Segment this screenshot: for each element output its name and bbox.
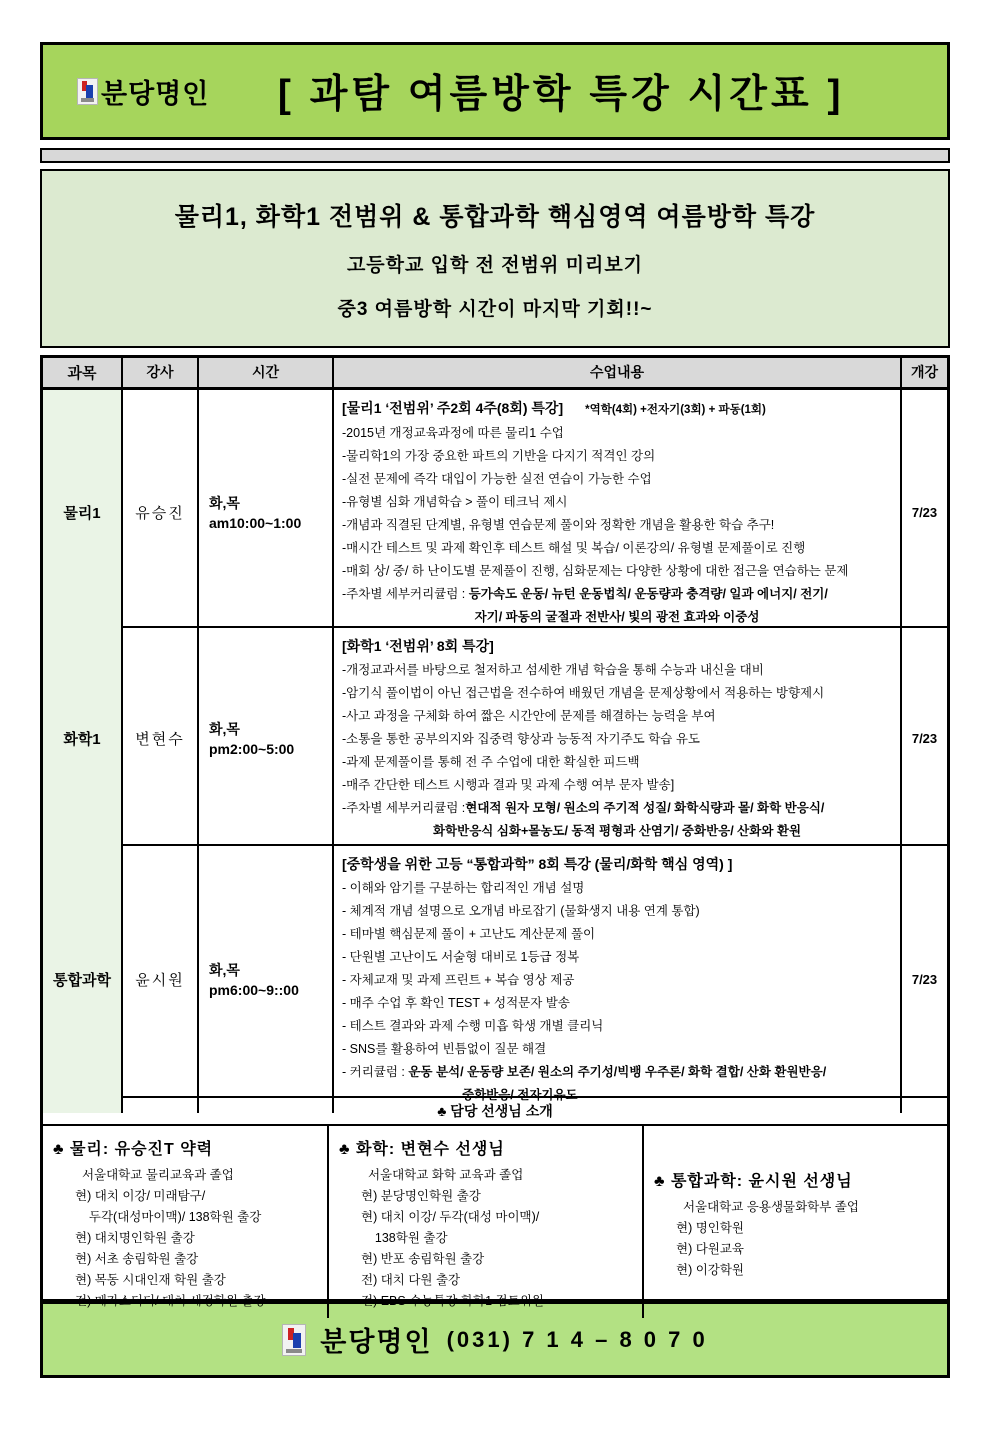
lesson-title: [중학생을 위한 고등 “통합과학” 8회 특강 (물리/화학 핵심 영역) ] xyxy=(342,856,733,872)
time-cell xyxy=(199,628,334,849)
content-line: 138학원 출강 xyxy=(361,1231,448,1245)
time-cell xyxy=(199,390,334,635)
flyer-sheet xyxy=(40,42,950,1378)
content-line: 현) 이강학원 xyxy=(676,1262,745,1277)
content-line: 현) 다원교육 xyxy=(676,1241,745,1256)
content-line: 전) EBS 수능특강 화학1 검토위원 xyxy=(361,1294,544,1308)
brand-name: 분당명인 xyxy=(101,78,210,109)
content-line: - 테스트 결과와 과제 수행 미흡 학생 개별 클리닉 xyxy=(342,1019,604,1033)
intro-headline: 물리1, 화학1 전범위 & 통합과학 핵심영역 여름방학 특강 xyxy=(174,202,816,231)
content-line: 서울대학교 화학 교육과 졸업 xyxy=(361,1168,524,1182)
content-line: -물리학1의 가장 중요한 파트의 기반을 다지기 적격인 강의 xyxy=(342,449,656,463)
content-line: - 테마별 핵심문제 풀이 + 고난도 계산문제 풀이 xyxy=(342,927,596,941)
curriculum-line-2: 화학반응식 심화+몰농도/ 동적 평형과 산염기/ 중화반응/ 산화와 환원 xyxy=(432,824,802,838)
col-header-teacher: 강사 xyxy=(123,358,199,387)
teacher-heading: ♣ 물리: 유승진T 약력 xyxy=(53,1141,214,1158)
footer-phone-number: (031) 7 1 4 – 8 0 7 0 xyxy=(446,1326,708,1352)
col-header-start: 개강 xyxy=(910,364,939,380)
table-row-physics xyxy=(43,390,947,628)
time-hours: am10:00~1:00 xyxy=(209,514,302,531)
content-line: 서울대학교 물리교육과 졸업 xyxy=(75,1168,234,1182)
teacher-heading: ♣ 화학: 변현수 선생님 xyxy=(339,1141,505,1158)
lesson-content-cell xyxy=(334,628,902,849)
content-line: - SNS를 활용하여 빈틈없이 질문 해결 xyxy=(342,1042,547,1056)
teachers-section-heading: ♣ 담당 선생님 소개 xyxy=(40,1098,950,1126)
lesson-title: [화학1 ‘전범위’ 8회 특강] xyxy=(342,638,494,654)
content-line: 현) 명인학원 xyxy=(676,1220,745,1235)
intro-subline-2: 중3 여름방학 시간이 마지막 기회!!~ xyxy=(337,298,653,320)
subject-cell: 물리1 xyxy=(43,390,123,635)
curriculum-label: -주차별 세부커리큘럼 : xyxy=(342,587,469,601)
lesson-title-line xyxy=(342,852,892,877)
content-line: 두각(대성마이맥)/ 138학원 출강 xyxy=(75,1210,262,1224)
schedule-table xyxy=(40,355,950,1102)
content-line: -소통을 통한 공부의지와 집중력 향상과 능동적 자기주도 학습 유도 xyxy=(342,732,700,746)
curriculum-line xyxy=(342,583,892,606)
lesson-title-line xyxy=(342,634,892,659)
lesson-title: [물리1 ‘전범위’ 주2회 4주(8회) 특강] xyxy=(342,400,564,416)
curriculum-line xyxy=(342,797,892,820)
teacher-intro-physics xyxy=(43,1126,329,1318)
curriculum-topics: 운동 분석/ 운동량 보존/ 원소의 주기성/빅뱅 우주론/ 화학 결합/ 산화 환원반응/ xyxy=(408,1065,827,1079)
curriculum-line-2: 중화반응/ 전자기유도 xyxy=(462,1088,578,1102)
curriculum-line-2: 자기/ 파동의 굴절과 전반사/ 빛의 광전 효과와 이중성 xyxy=(474,610,760,624)
teacher-cell: 윤시원 xyxy=(123,846,199,1113)
footer-brand-name: 분당명인 xyxy=(320,1327,433,1357)
time-hours: pm2:00~5:00 xyxy=(209,740,295,757)
teacher-cell: 유승진 xyxy=(123,390,199,635)
content-line: 전) 메가스터디/ 대치 세정학원 출강 xyxy=(75,1294,266,1308)
content-line: -실전 문제에 즉각 대입이 가능한 실전 연습이 가능한 수업 xyxy=(342,472,652,486)
teacher-heading: ♣ 통합과학: 윤시원 선생님 xyxy=(654,1172,853,1190)
content-line: - 매주 수업 후 확인 TEST + 성적문자 발송 xyxy=(342,996,570,1010)
col-header-time: 시간 xyxy=(199,358,334,387)
teachers-grid xyxy=(40,1126,950,1308)
start-date-cell: 7/23 xyxy=(911,731,938,746)
content-line: -매회 상/ 중/ 하 난이도별 문제풀이 진행, 심화문제는 다양한 상황에 대한 접근을 연습하는 문제 xyxy=(342,564,849,578)
content-line: -2015년 개정교육과정에 따른 물리1 수업 xyxy=(342,426,564,440)
content-line: -유형별 심화 개념학습 > 풀이 테크닉 제시 xyxy=(342,495,568,509)
teacher-career-lines xyxy=(53,1165,321,1312)
col-header-content: 수업내용 xyxy=(334,358,902,387)
academy-logo-icon xyxy=(77,78,98,105)
curriculum-label: - 커리큘럼 : xyxy=(342,1065,409,1079)
brand xyxy=(77,72,209,111)
teacher-intro-integrated-science xyxy=(644,1126,947,1318)
lesson-content-cell xyxy=(334,390,902,635)
teacher-career-lines xyxy=(339,1165,636,1312)
teacher-cell: 변현수 xyxy=(123,628,199,849)
curriculum-topics: 등가속도 운동/ 뉴턴 운동법칙/ 운동량과 충격량/ 일과 에너지/ 전기/ xyxy=(468,587,828,601)
start-date-cell: 7/23 xyxy=(911,972,938,987)
divider-strip xyxy=(40,148,950,163)
lesson-title-note: *역학(4회) +전자기(3회) + 파동(1회) xyxy=(585,404,766,416)
content-line: 현) 대치명인학원 출강 xyxy=(75,1231,195,1245)
start-date-cell: 7/23 xyxy=(911,505,938,520)
lesson-lines xyxy=(342,659,892,797)
table-row-integrated-science xyxy=(43,846,947,1102)
time-cell xyxy=(199,846,334,1113)
content-line: -과제 문제풀이를 통해 전 주 수업에 대한 확실한 피드백 xyxy=(342,755,640,769)
curriculum-line xyxy=(342,1061,892,1084)
content-line: -개정교과서를 바탕으로 철저하고 섬세한 개념 학습을 통해 수능과 내신을 대비 xyxy=(342,663,764,677)
lesson-lines xyxy=(342,422,892,583)
content-line: 전) 대치 다원 출강 xyxy=(361,1273,461,1287)
subject-cell: 통합과학 xyxy=(43,846,123,1113)
content-line: 현) 서초 송림학원 출강 xyxy=(75,1252,199,1266)
time-days: 화,목 xyxy=(209,720,240,737)
content-line: 현) 목동 시대인재 학원 출강 xyxy=(75,1273,226,1287)
content-line: 현) 반포 송림학원 출강 xyxy=(361,1252,485,1266)
content-line: 현) 대치 이강/ 미래탐구/ xyxy=(75,1189,206,1203)
curriculum-topics: 현대적 원자 모형/ 원소의 주기적 성질/ 화학식량과 몰/ 화학 반응식/ xyxy=(465,801,825,815)
schedule-header-row xyxy=(43,358,947,390)
content-line: -사고 과정을 구체화 하여 짧은 시간안에 문제를 해결하는 능력을 부여 xyxy=(342,709,716,723)
content-line: -매시간 테스트 및 과제 확인후 테스트 해설 및 복습/ 이론강의/ 유형별 문제풀이로 진행 xyxy=(342,541,806,555)
content-line: - 이해와 암기를 구분하는 합리적인 개념 설명 xyxy=(342,881,585,895)
header-banner xyxy=(40,42,950,140)
content-line: -암기식 풀이법이 아닌 접근법을 전수하여 배웠던 개념을 문제상황에서 적용하는 방향제시 xyxy=(342,686,825,700)
academy-logo-icon xyxy=(282,1324,306,1356)
content-line: 현) 대치 이강/ 두각(대성 마이맥)/ xyxy=(361,1210,540,1224)
subject-cell: 화학1 xyxy=(43,628,123,849)
content-line: - 단원별 고난이도 서술형 대비로 1등급 정복 xyxy=(342,950,580,964)
lesson-content-cell xyxy=(334,846,902,1113)
curriculum-label: -주차별 세부커리큘럼 : xyxy=(342,801,466,815)
intro-banner xyxy=(40,169,950,348)
content-line: 서울대학교 응용생물화학부 졸업 xyxy=(676,1199,859,1214)
content-line: - 자체교재 및 과제 프린트 + 복습 영상 제공 xyxy=(342,973,575,987)
content-line: - 체계적 개념 설명으로 오개념 바로잡기 (물화생지 내용 연계 통합) xyxy=(342,904,700,918)
content-line: -매주 간단한 테스트 시행과 결과 및 과제 수행 여부 문자 발송] xyxy=(342,778,675,792)
time-days: 화,목 xyxy=(209,494,240,511)
teacher-intro-chemistry xyxy=(329,1126,644,1318)
lesson-lines xyxy=(342,877,892,1061)
lesson-title-line xyxy=(342,396,892,422)
time-days: 화,목 xyxy=(209,961,240,978)
time-hours: pm6:00~9::00 xyxy=(209,981,299,998)
page-title: [ 과탐 여름방학 특강 시간표 ] xyxy=(277,73,845,116)
content-line: 현) 분당명인학원 출강 xyxy=(361,1189,481,1203)
intro-subline-1: 고등학교 입학 전 전범위 미리보기 xyxy=(346,254,644,276)
teacher-career-lines xyxy=(654,1197,941,1281)
table-row-chemistry xyxy=(43,628,947,846)
content-line: -개념과 직결된 단계별, 유형별 연습문제 풀이와 정확한 개념을 활용한 학습 추구! xyxy=(342,518,775,532)
col-header-subject: 과목 xyxy=(43,358,123,387)
